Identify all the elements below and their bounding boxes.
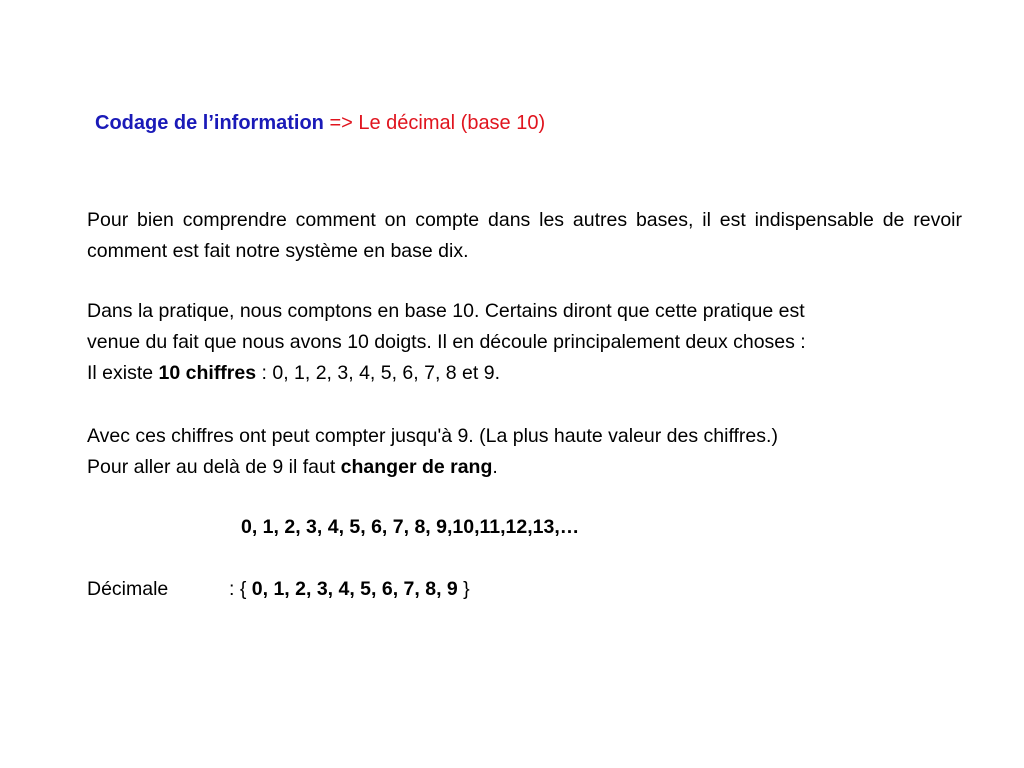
text-suffix: . [492,456,498,478]
paragraph-line: Dans la pratique, nous comptons en base 10. Certains diront que cette pratique est [87,300,805,322]
set-close: } [457,578,470,600]
title-subtitle: => Le décimal (base 10) [323,112,546,134]
paragraph-intro: Pour bien comprendre comment on compte dans les autres bases, il est indispensable de revoir comment est fait notre système en base dix. [87,209,962,262]
slide-title [95,110,545,136]
bold-text: changer de rang [340,456,493,478]
title-main: Codage de l’information [95,112,324,134]
number-sequence: 0, 1, 2, 3, 4, 5, 6, 7, 8, 9,10,11,12,13,… [241,516,580,538]
text-prefix: Il existe [87,362,159,384]
decimal-digit-set [87,574,470,605]
text-prefix: Pour aller au delà de 9 il faut [87,456,341,478]
paragraph-line: Avec ces chiffres ont peut compter jusqu'à 9. (La plus haute valeur des chiffres.) [87,425,778,447]
paragraph-line: venue du fait que nous avons 10 doigts. Il en découle principalement deux choses : [87,331,806,353]
paragraph-line [87,358,962,389]
text-suffix: : 0, 1, 2, 3, 4, 5, 6, 7, 8 et 9. [256,362,500,384]
paragraph-rank [87,421,962,483]
bold-text: 10 chiffres [158,362,257,384]
set-open: : { [229,578,252,600]
decimal-label: Décimale [87,578,169,600]
paragraph-line [87,452,962,483]
paragraph-base10 [87,296,962,389]
digit-list: 0, 1, 2, 3, 4, 5, 6, 7, 8, 9 [251,578,458,600]
